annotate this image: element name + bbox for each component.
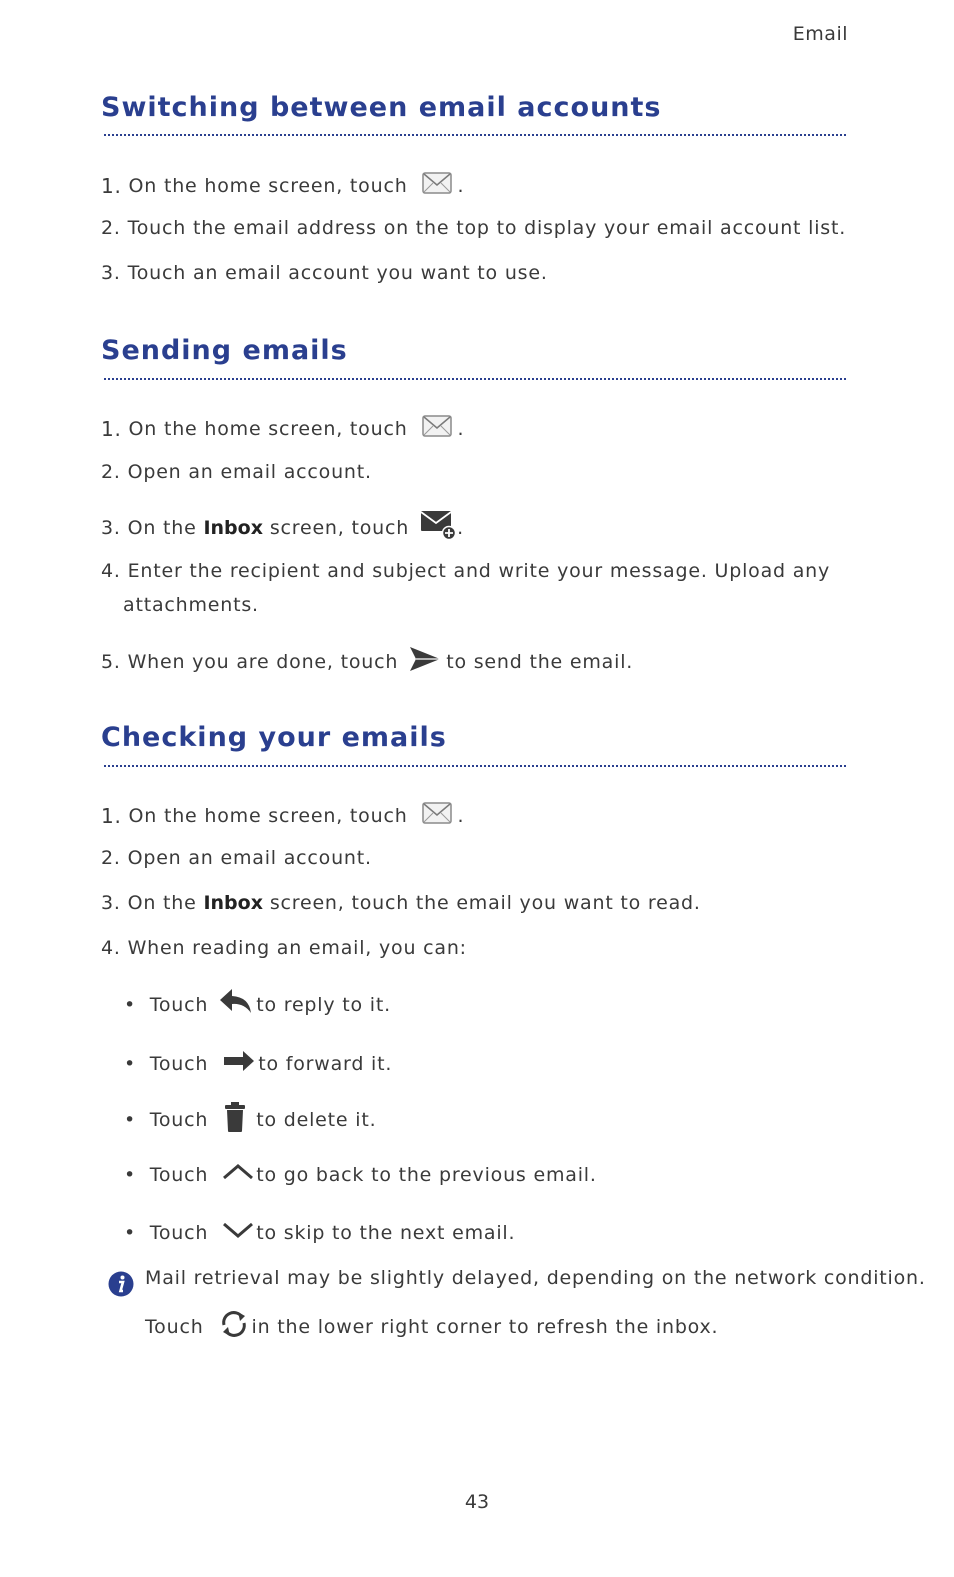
step-3 — [101, 510, 464, 545]
step-text-end: . — [457, 174, 465, 197]
bullet-text-end: to forward it. — [258, 1052, 393, 1075]
step-text: Open an email account. — [127, 461, 372, 483]
note-line-1: Mail retrieval may be slightly delayed, depending on the network condition. — [145, 1267, 926, 1289]
bullet-text-end: to go back to the previous email. — [256, 1163, 597, 1186]
step-3 — [101, 892, 701, 914]
step-number: 4. — [101, 937, 121, 959]
step-number: 5. — [101, 650, 121, 673]
inbox-label: Inbox — [203, 516, 263, 539]
bullet-text-end: to reply to it. — [256, 993, 391, 1016]
page-number: 43 — [464, 1491, 490, 1513]
send-icon — [408, 645, 442, 678]
bullet-reply: • Touch to reply to it. — [124, 987, 391, 1022]
step-text: On the home screen, touch — [128, 804, 408, 827]
section-title-switching: Switching between email accounts — [101, 92, 662, 123]
bullet-delete: • Touch to delete it. — [124, 1101, 376, 1138]
step-text: On the — [127, 516, 197, 539]
step-text-end: . — [457, 417, 465, 440]
step-number: 2. — [101, 461, 121, 483]
chevron-down-icon — [222, 1220, 254, 1245]
info-icon — [107, 1270, 135, 1302]
forward-icon — [222, 1048, 256, 1079]
step-text: When reading an email, you can: — [127, 937, 467, 959]
inbox-label: Inbox — [203, 892, 263, 914]
bullet-forward: • Touch to forward it. — [124, 1048, 392, 1079]
section-divider — [104, 765, 846, 767]
reply-icon — [218, 987, 254, 1022]
step-2 — [101, 847, 372, 869]
bullet-text: Touch — [149, 1108, 209, 1131]
step-text: On the — [127, 892, 197, 914]
step-4 — [101, 937, 467, 959]
step-1 — [101, 413, 464, 444]
step-text-end: . — [457, 516, 464, 539]
step-number: 4. — [101, 560, 121, 582]
email-app-icon — [422, 413, 452, 444]
step-5 — [101, 645, 633, 678]
step-4 — [101, 560, 830, 582]
bullet-next: • Touch to skip to the next email. — [124, 1221, 516, 1244]
compose-email-icon — [419, 510, 457, 545]
step-text: On the home screen, touch — [128, 417, 408, 440]
step-number: 3. — [101, 262, 121, 284]
step-text: Enter the recipient and subject and write your message. Upload any — [127, 560, 831, 582]
bullet-text-end: to delete it. — [256, 1108, 377, 1131]
step-3 — [101, 262, 548, 284]
step-number: 2. — [101, 847, 121, 869]
section-title-checking: Checking your emails — [101, 722, 447, 753]
email-app-icon — [422, 800, 452, 831]
step-1 — [101, 800, 464, 831]
step-text: Touch the email address on the top to display your email account list. — [127, 217, 847, 239]
bullet-text: Touch — [149, 1163, 209, 1186]
section-divider — [104, 378, 846, 380]
step-2 — [101, 461, 372, 483]
step-number: 1. — [101, 416, 122, 441]
step-number: 1. — [101, 803, 122, 828]
step-text-end: screen, touch the email you want to read. — [269, 892, 701, 914]
section-title-sending: Sending emails — [101, 335, 348, 366]
bullet-text: Touch — [149, 993, 209, 1016]
chevron-up-icon — [222, 1162, 254, 1187]
bullet-text: Touch — [149, 1052, 209, 1075]
email-app-icon — [422, 170, 452, 201]
note-text: Touch — [145, 1315, 204, 1338]
step-text: Touch an email account you want to use. — [127, 262, 548, 284]
step-number: 3. — [101, 516, 121, 539]
bullet-text-end: to skip to the next email. — [256, 1221, 516, 1244]
step-number: 1. — [101, 173, 122, 198]
step-4-continued: attachments. — [123, 594, 259, 616]
refresh-icon — [218, 1308, 250, 1345]
note-text-end: in the lower right corner to refresh the inbox. — [251, 1315, 719, 1338]
step-number: 2. — [101, 217, 121, 239]
step-number: 3. — [101, 892, 121, 914]
step-text: Open an email account. — [127, 847, 372, 869]
section-divider — [104, 134, 846, 136]
delete-icon — [224, 1101, 246, 1138]
running-header: Email — [792, 23, 848, 45]
step-text: When you are done, touch — [127, 650, 399, 673]
step-text: screen, touch — [269, 516, 410, 539]
step-text-end: . — [457, 804, 465, 827]
step-2 — [101, 217, 846, 239]
step-1 — [101, 170, 464, 201]
note-line-2 — [145, 1308, 718, 1345]
step-text-end: to send the email. — [446, 650, 634, 673]
bullet-previous: • Touch to go back to the previous email. — [124, 1163, 597, 1186]
step-text: On the home screen, touch — [128, 174, 408, 197]
bullet-text: Touch — [149, 1221, 209, 1244]
